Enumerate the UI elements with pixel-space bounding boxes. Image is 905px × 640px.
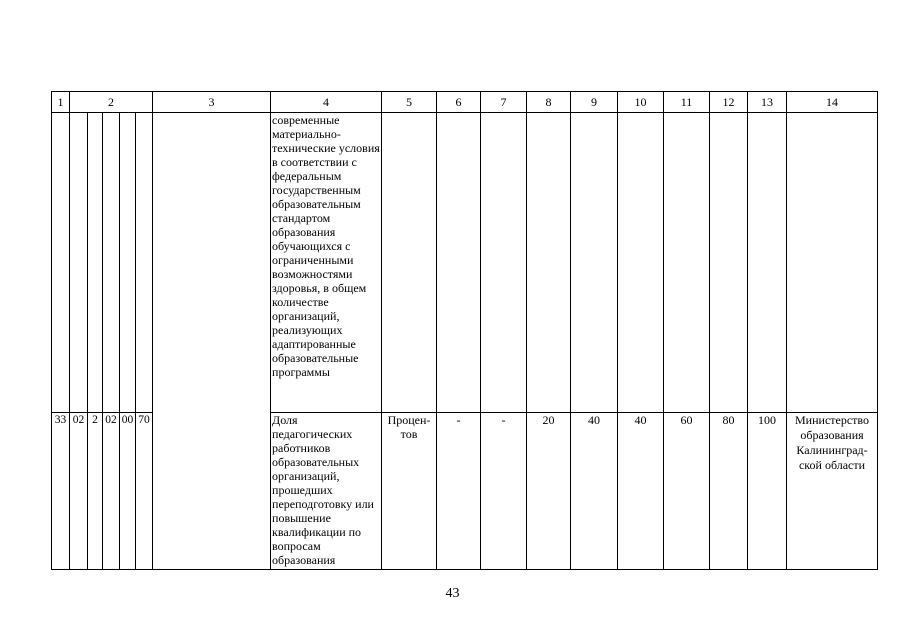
header-col-8: 8 [527, 92, 571, 113]
header-col-7: 7 [481, 92, 527, 113]
code-cell: 70 [136, 413, 153, 570]
header-col-12: 12 [710, 92, 748, 113]
header-col-5: 5 [382, 92, 437, 113]
cell [70, 113, 88, 413]
cell [787, 113, 878, 413]
header-col-1: 1 [52, 92, 70, 113]
code-cell: 33 [52, 413, 70, 570]
header-col-14: 14 [787, 92, 878, 113]
cell [103, 113, 120, 413]
header-col-3: 3 [153, 92, 271, 113]
cell [527, 113, 571, 413]
cell [571, 113, 618, 413]
value-cell-13: 100 [748, 413, 787, 570]
page-number: 43 [445, 586, 460, 601]
value-cell-9: 40 [571, 413, 618, 570]
unit-cell: Процен-тов [382, 413, 437, 570]
header-col-2: 2 [70, 92, 153, 113]
code-cell: 00 [120, 413, 136, 570]
cell [664, 113, 710, 413]
header-col-9: 9 [571, 92, 618, 113]
indicators-table [51, 91, 878, 570]
header-col-6: 6 [437, 92, 481, 113]
cell [618, 113, 664, 413]
continued-row [52, 113, 878, 413]
header-col-11: 11 [664, 92, 710, 113]
code-cell: 02 [103, 413, 120, 570]
indicator-text-cell: современные материально-технические условия в соответствии с федеральным государственным образовательным стандартом образования обучающихся с ограниченными возможностями здоровья, в общем количестве организаций, реализующих адаптированные образовательные программы [271, 113, 382, 413]
header-col-10: 10 [618, 92, 664, 113]
value-cell-12: 80 [710, 413, 748, 570]
code-cell: 02 [70, 413, 88, 570]
responsible-cell: Министерство образования Калининград-ской области [787, 413, 878, 570]
cell [52, 113, 70, 413]
header-row [52, 92, 878, 113]
value-cell-6: - [437, 413, 481, 570]
value-cell-7: - [481, 413, 527, 570]
header-col-13: 13 [748, 92, 787, 113]
header-col-4: 4 [271, 92, 382, 113]
cell [120, 113, 136, 413]
cell [710, 113, 748, 413]
indicator-cell: Доля педагогических работников образовательных организаций, прошедших переподготовку или повышение квалификации по вопросам образования [271, 413, 382, 570]
value-cell-10: 40 [618, 413, 664, 570]
value-cell-8: 20 [527, 413, 571, 570]
cell [481, 113, 527, 413]
value-cell-11: 60 [664, 413, 710, 570]
cell [437, 113, 481, 413]
cell [88, 113, 103, 413]
code-cell: 2 [88, 413, 103, 570]
cell [382, 113, 437, 413]
program-name-cell [153, 113, 271, 570]
cell [136, 113, 153, 413]
cell [748, 113, 787, 413]
